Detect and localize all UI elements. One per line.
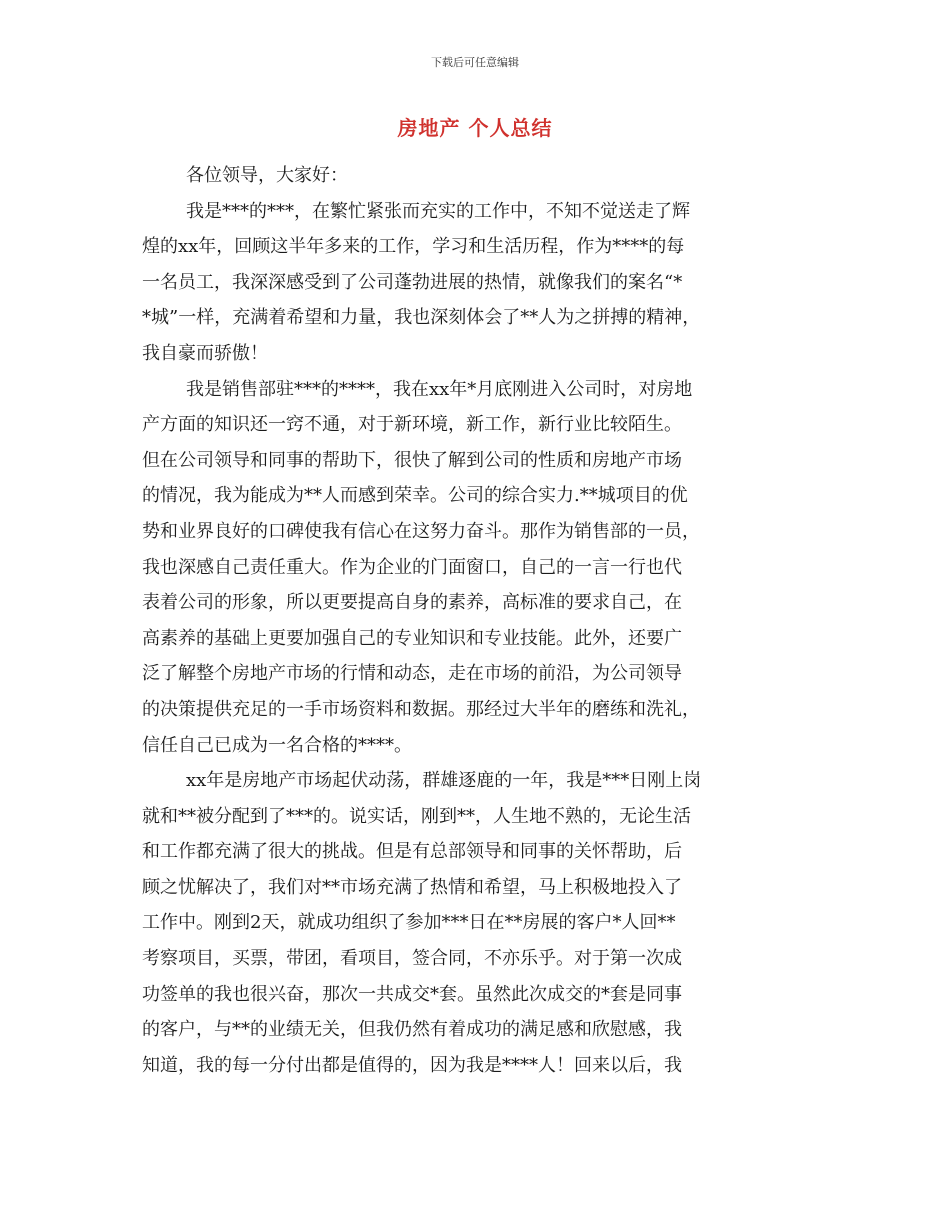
paragraph-2-line: 势和业界良好的口碑使我有信心在这努力奋斗。那作为销售部的一员，: [142, 520, 700, 542]
paragraph-3-line: 和工作都充满了很大的挑战。但是有总部领导和同事的关怀帮助，后: [142, 841, 682, 863]
paragraph-3-line: 考察项目，买票，带团，看项目，签合同，不亦乐乎。对于第一次成: [142, 948, 682, 970]
paragraph-1-line: 煌的xx年，回顾这半年多来的工作，学习和生活历程，作为****的每: [142, 236, 685, 258]
greeting-line: 各位领导，大家好：: [186, 165, 348, 186]
paragraph-2-line: 高素养的基础上更要加强自己的专业知识和专业技能。此外，还要广: [142, 627, 682, 649]
paragraph-1-line: 我是***的***，在繁忙紧张而充实的工作中，不知不觉送走了辉: [186, 200, 690, 222]
paragraph-2-line: 的情况，我为能成为**人而感到荣幸。公司的综合实力.**城项目的优: [142, 485, 688, 507]
paragraph-3-line: 顾之忧解决了，我们对**市场充满了热情和希望，马上积极地投入了: [142, 876, 682, 898]
paragraph-1-line: *城”一样，充满着希望和力量，我也深刻体会了**人为之拼搏的精神，: [142, 307, 701, 329]
paragraph-3-line: 知道，我的每一分付出都是值得的，因为我是****人！回来以后，我: [142, 1054, 682, 1076]
document-title: 房地产 个人总结: [397, 116, 553, 140]
paragraph-3-line: 工作中。刚到2天，就成功组织了参加***日在**房展的客户*人回**: [142, 912, 676, 934]
paragraph-2-line: 我也深感自己责任重大。作为企业的门面窗口，自己的一言一行也代: [142, 556, 682, 578]
paragraph-2-line: 表着公司的形象，所以更要提高自身的素养，高标准的要求自己，在: [142, 592, 682, 614]
paragraph-2-line: 我是销售部驻***的****，我在xx年*月底刚进入公司时，对房地: [186, 378, 693, 400]
paragraph-2-line: 信任自己已成为一名合格的****。: [142, 734, 412, 756]
paragraph-1-line: 我自豪而骄傲！: [142, 342, 268, 364]
page-header-note: 下载后可任意编辑: [431, 56, 519, 69]
paragraph-2-line: 产方面的知识还一窍不通，对于新环境，新工作，新行业比较陌生。: [142, 414, 682, 436]
paragraph-2-line: 的决策提供充足的一手市场资料和数据。那经过大半年的磨练和洗礼，: [142, 698, 700, 720]
paragraph-3-line: xx年是房地产市场起伏动荡，群雄逐鹿的一年，我是***日刚上岗: [186, 770, 702, 792]
document-body: [142, 158, 812, 1083]
paragraph-3-line: 就和**被分配到了***的。说实话，刚到**，人生地不熟的，无论生活: [142, 805, 691, 827]
paragraph-1-line: 一名员工，我深深感受到了公司蓬勃进展的热情，就像我们的案名“*: [142, 271, 683, 293]
paragraph-2-line: 泛了解整个房地产市场的行情和动态，走在市场的前沿，为公司领导: [142, 663, 682, 685]
paragraph-3-line: 的客户，与**的业绩无关，但我仍然有着成功的满足感和欣慰感，我: [142, 1019, 682, 1041]
paragraph-3-line: 功签单的我也很兴奋，那次一共成交*套。虽然此次成交的*套是同事: [142, 983, 682, 1005]
paragraph-2-line: 但在公司领导和同事的帮助下，很快了解到公司的性质和房地产市场: [142, 449, 682, 471]
